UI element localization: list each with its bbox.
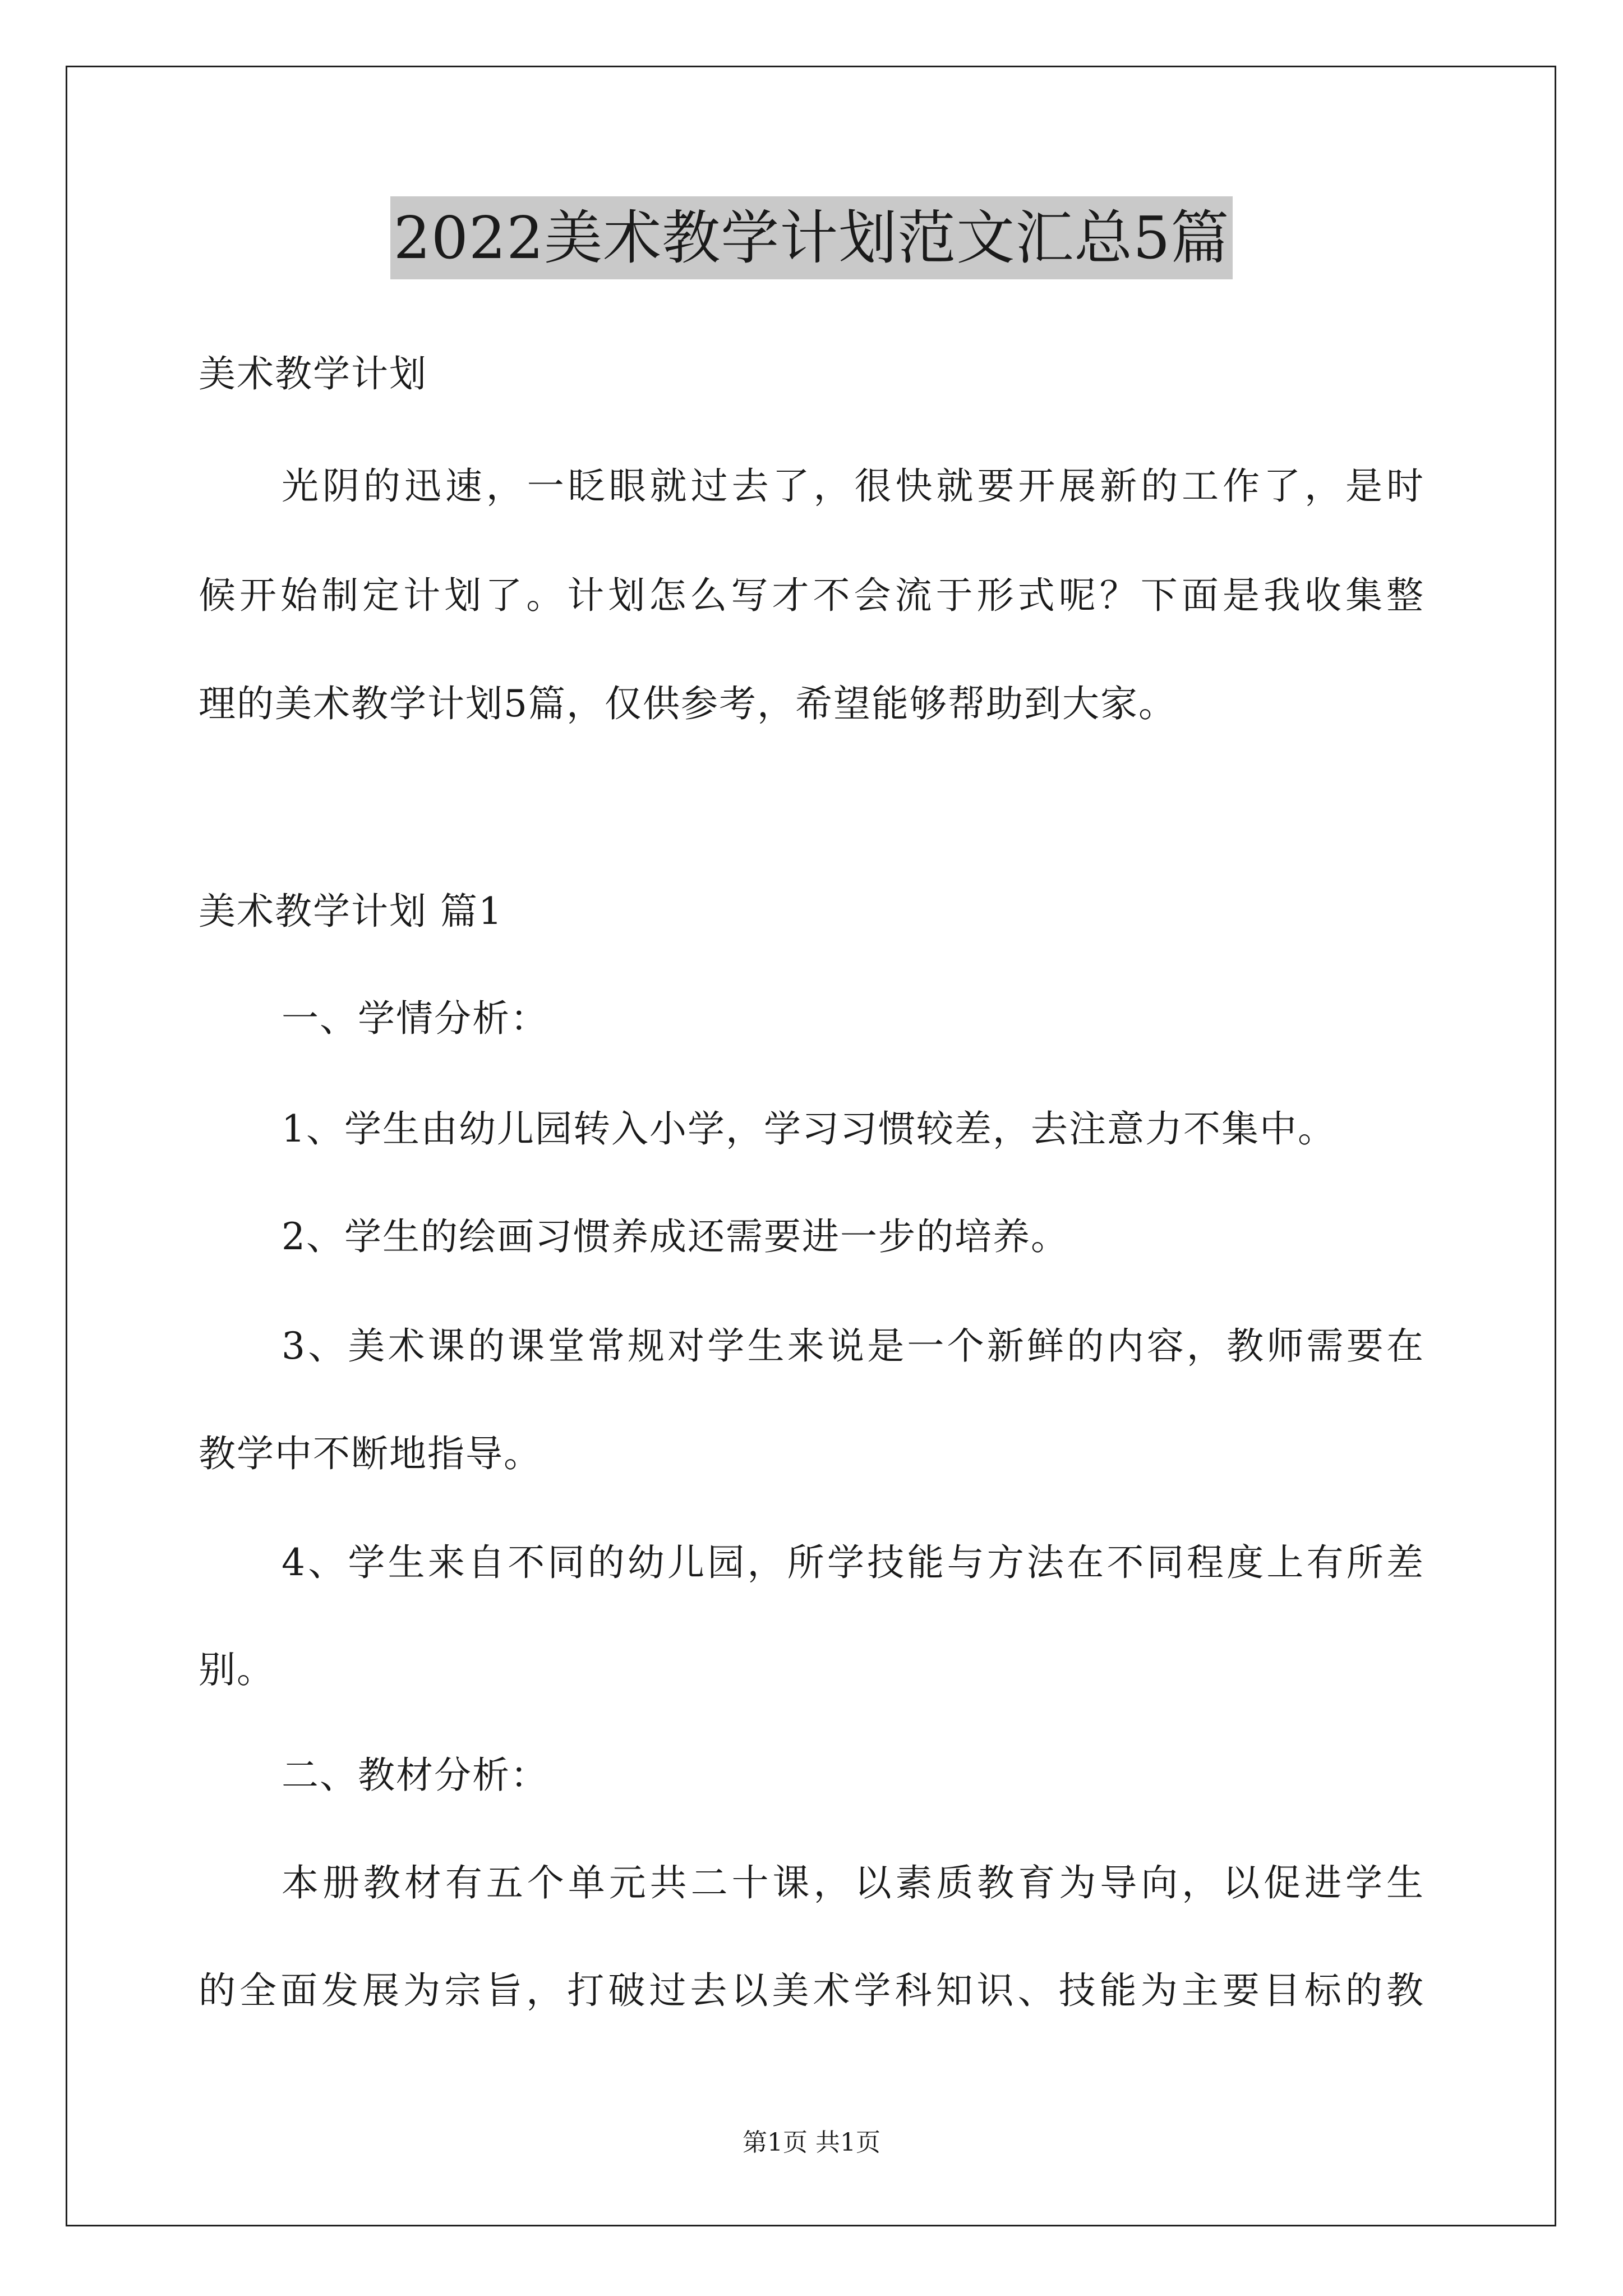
intro-paragraph-line-2: 候开始制定计划了。计划怎么写才不会流于形式呢？下面是我收集整 xyxy=(199,574,1424,617)
section-1-heading: 美术教学计划 篇1 xyxy=(199,890,503,933)
document-title: 2022美术教学计划范文汇总5篇 xyxy=(390,196,1233,279)
intro-heading: 美术教学计划 xyxy=(199,352,427,395)
intro-paragraph-line-3: 理的美术教学计划5篇，仅供参考，希望能够帮助到大家。 xyxy=(199,682,1177,725)
part-2-paragraph-line-2: 的全面发展为宗旨，打破过去以美术学科知识、技能为主要目标的教 xyxy=(199,1969,1424,2012)
list-item-1: 1、学生由幼儿园转入小学，学习习惯较差，去注意力不集中。 xyxy=(282,1107,1336,1151)
list-item-4-line-1: 4、学生来自不同的幼儿园，所学技能与方法在不同程度上有所差 xyxy=(282,1541,1424,1584)
title-container xyxy=(0,196,1623,279)
part-1-heading: 一、学情分析： xyxy=(282,997,548,1040)
part-2-paragraph-line-1: 本册教材有五个单元共二十课，以素质教育为导向，以促进学生 xyxy=(282,1861,1424,1904)
list-item-3-line-2: 教学中不断地指导。 xyxy=(199,1432,542,1475)
list-item-2: 2、学生的绘画习惯养成还需要进一步的培养。 xyxy=(282,1215,1069,1258)
list-item-3-line-1: 3、美术课的课堂常规对学生来说是一个新鲜的内容，教师需要在 xyxy=(282,1324,1424,1368)
part-2-heading: 二、教材分析： xyxy=(282,1754,548,1797)
intro-paragraph-line-1: 光阴的迅速，一眨眼就过去了，很快就要开展新的工作了，是时 xyxy=(282,464,1424,508)
list-item-4-line-2: 别。 xyxy=(199,1648,275,1691)
page-footer: 第1页 共1页 xyxy=(743,2128,880,2157)
